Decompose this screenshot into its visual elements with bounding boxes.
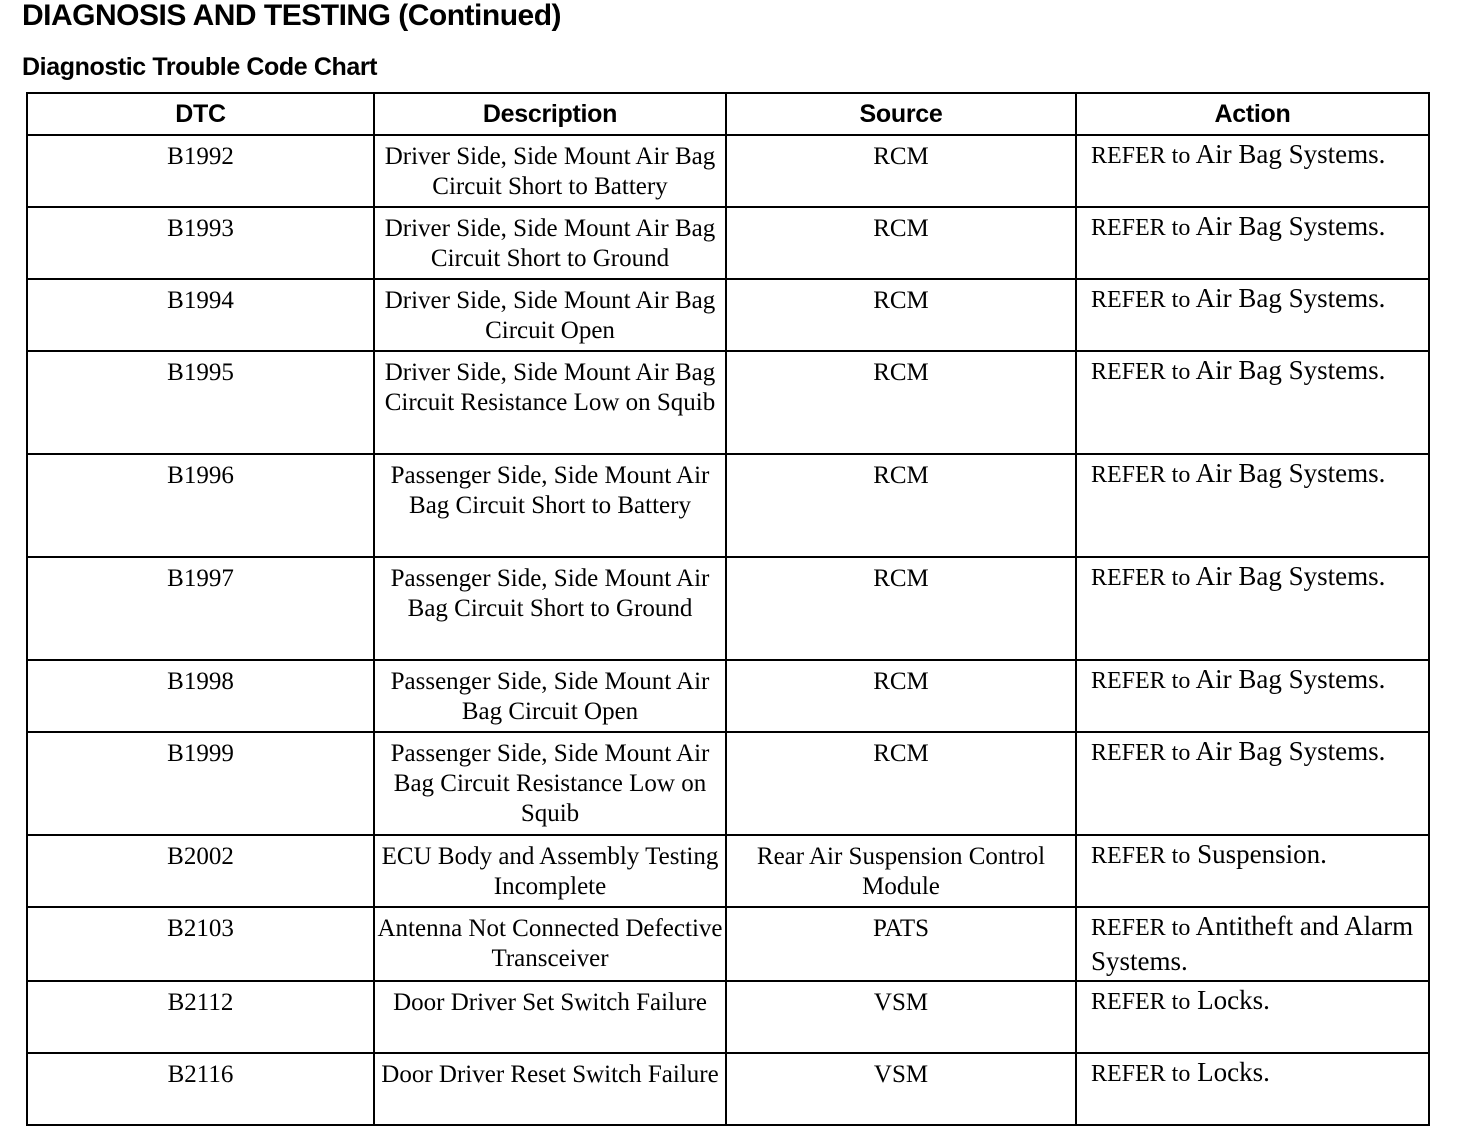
action-cell [1076,279,1429,351]
action-cell [1076,1053,1429,1125]
dtc-cell: B1995 [27,351,374,454]
dtc-cell: B1993 [27,207,374,279]
action-prefix: REFER to [1091,215,1191,241]
dtc-cell: B1998 [27,660,374,732]
table-row [27,351,1429,454]
description-cell: Driver Side, Side Mount Air Bag Circuit Short to Battery [374,135,726,207]
description-cell: Driver Side, Side Mount Air Bag Circuit Resistance Low on Squib [374,351,726,454]
table-row [27,454,1429,557]
table-header-row [27,93,1429,135]
action-prefix: REFER to [1091,565,1191,591]
dtc-cell: B1994 [27,279,374,351]
action-target: Air Bag Systems. [1195,664,1386,694]
dtc-cell: B1996 [27,454,374,557]
table-row [27,660,1429,732]
table-row [27,835,1429,907]
action-cell [1076,835,1429,907]
table-row [27,1053,1429,1125]
action-target: Locks. [1197,985,1270,1015]
dtc-table [26,92,1430,1126]
description-cell: Driver Side, Side Mount Air Bag Circuit Open [374,279,726,351]
column-header-description: Description [374,93,726,135]
table-row [27,981,1429,1053]
dtc-cell: B1997 [27,557,374,660]
source-cell: RCM [726,454,1076,557]
source-cell: RCM [726,660,1076,732]
source-cell: RCM [726,732,1076,835]
action-prefix: REFER to [1091,843,1191,869]
column-header-action: Action [1076,93,1429,135]
source-cell: VSM [726,1053,1076,1125]
action-prefix: REFER to [1091,915,1191,941]
action-prefix: REFER to [1091,740,1191,766]
action-target: Suspension. [1197,839,1327,869]
action-prefix: REFER to [1091,668,1191,694]
dtc-cell: B2116 [27,1053,374,1125]
action-target: Air Bag Systems. [1195,355,1386,385]
action-prefix: REFER to [1091,143,1191,169]
action-prefix: REFER to [1091,1061,1191,1087]
action-target: Air Bag Systems. [1195,211,1386,241]
source-cell: Rear Air Suspension Control Module [726,835,1076,907]
action-cell [1076,207,1429,279]
description-cell: ECU Body and Assembly Testing Incomplete [374,835,726,907]
dtc-cell: B2103 [27,907,374,981]
source-cell: RCM [726,557,1076,660]
page-title: DIAGNOSIS AND TESTING (Continued) [22,0,562,32]
description-cell: Driver Side, Side Mount Air Bag Circuit Short to Ground [374,207,726,279]
action-target: Air Bag Systems. [1195,458,1386,488]
action-cell [1076,981,1429,1053]
description-cell: Door Driver Reset Switch Failure [374,1053,726,1125]
action-cell [1076,660,1429,732]
action-cell [1076,557,1429,660]
description-cell: Passenger Side, Side Mount Air Bag Circuit Resistance Low on Squib [374,732,726,835]
action-cell [1076,907,1429,981]
column-header-source: Source [726,93,1076,135]
table-row [27,907,1429,981]
action-target: Air Bag Systems. [1195,561,1386,591]
action-target: Air Bag Systems. [1195,283,1386,313]
dtc-cell: B2112 [27,981,374,1053]
action-cell [1076,454,1429,557]
action-cell [1076,135,1429,207]
description-cell: Passenger Side, Side Mount Air Bag Circuit Open [374,660,726,732]
action-target: Air Bag Systems. [1195,139,1386,169]
action-prefix: REFER to [1091,287,1191,313]
table-row [27,207,1429,279]
description-cell: Passenger Side, Side Mount Air Bag Circuit Short to Ground [374,557,726,660]
source-cell: VSM [726,981,1076,1053]
source-cell: RCM [726,351,1076,454]
dtc-cell: B1992 [27,135,374,207]
description-cell: Door Driver Set Switch Failure [374,981,726,1053]
action-cell [1076,732,1429,835]
source-cell: PATS [726,907,1076,981]
dtc-cell: B2002 [27,835,374,907]
dtc-cell: B1999 [27,732,374,835]
source-cell: RCM [726,207,1076,279]
action-target: Locks. [1197,1057,1270,1087]
description-cell: Antenna Not Connected Defective Transceiver [374,907,726,981]
action-prefix: REFER to [1091,989,1191,1015]
table-row [27,732,1429,835]
source-cell: RCM [726,135,1076,207]
section-title: Diagnostic Trouble Code Chart [22,53,378,81]
action-prefix: REFER to [1091,462,1191,488]
action-prefix: REFER to [1091,359,1191,385]
description-cell: Passenger Side, Side Mount Air Bag Circuit Short to Battery [374,454,726,557]
action-cell [1076,351,1429,454]
table-row [27,135,1429,207]
action-target: Air Bag Systems. [1195,736,1386,766]
action-target: Antitheft and Alarm Systems. [1091,911,1414,976]
table-row [27,279,1429,351]
table-row [27,557,1429,660]
column-header-dtc: DTC [27,93,374,135]
source-cell: RCM [726,279,1076,351]
